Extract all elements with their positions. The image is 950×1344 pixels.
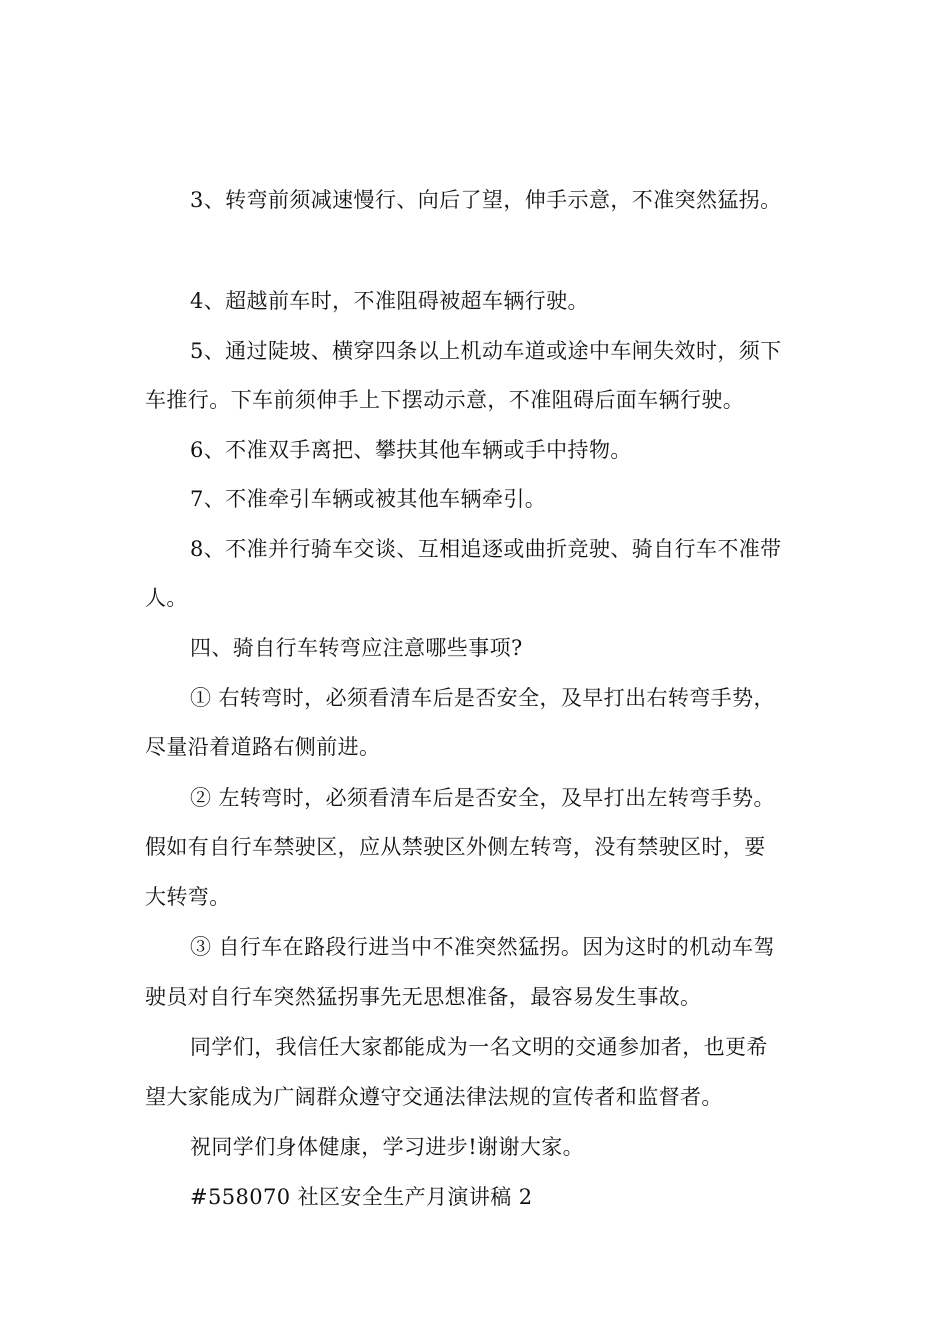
text-line-rule-8-cont: 人。 <box>145 586 188 610</box>
text-line-rule-5: 5、通过陡坡、横穿四条以上机动车道或途中车闸失效时，须下 <box>190 339 782 363</box>
text-line-item-1: ① 右转弯时，必须看清车后是否安全，及早打出右转弯手势， <box>190 686 775 710</box>
text-line-rule-3: 3、转弯前须减速慢行、向后了望，伸手示意，不准突然猛拐。 <box>190 188 782 212</box>
text-line-closing-2: 祝同学们身体健康，学习进步!谢谢大家。 <box>190 1135 585 1159</box>
text-line-item-3: ③ 自行车在路段行进当中不准突然猛拐。因为这时的机动车驾 <box>190 935 775 959</box>
text-line-item-2: ② 左转弯时，必须看清车后是否安全，及早打出左转弯手势。 <box>190 786 775 810</box>
text-line-closing-1: 同学们，我信任大家都能成为一名文明的交通参加者，也更希 <box>190 1035 768 1059</box>
text-line-item-2-cont-2: 大转弯。 <box>145 885 231 909</box>
next-section-title: #558070 社区安全生产月演讲稿 2 <box>190 1185 533 1209</box>
text-line-closing-1-cont: 望大家能成为广阔群众遵守交通法律法规的宣传者和监督者。 <box>145 1085 723 1109</box>
text-line-rule-5-cont: 车推行。下车前须伸手上下摆动示意，不准阻碍后面车辆行驶。 <box>145 388 745 412</box>
text-line-item-1-cont: 尽量沿着道路右侧前进。 <box>145 735 381 759</box>
section-heading: 四、骑自行车转弯应注意哪些事项? <box>190 636 523 660</box>
text-line-item-3-cont: 驶员对自行车突然猛拐事先无思想准备，最容易发生事故。 <box>145 985 702 1009</box>
text-line-rule-7: 7、不准牵引车辆或被其他车辆牵引。 <box>190 487 547 511</box>
text-line-item-2-cont-1: 假如有自行车禁驶区，应从禁驶区外侧左转弯，没有禁驶区时，要 <box>145 835 766 859</box>
text-line-rule-4: 4、超越前车时，不准阻碍被超车辆行驶。 <box>190 289 589 313</box>
text-line-rule-8: 8、不准并行骑车交谈、互相追逐或曲折竞驶、骑自行车不准带 <box>190 537 782 561</box>
text-line-rule-6: 6、不准双手离把、攀扶其他车辆或手中持物。 <box>190 438 632 462</box>
